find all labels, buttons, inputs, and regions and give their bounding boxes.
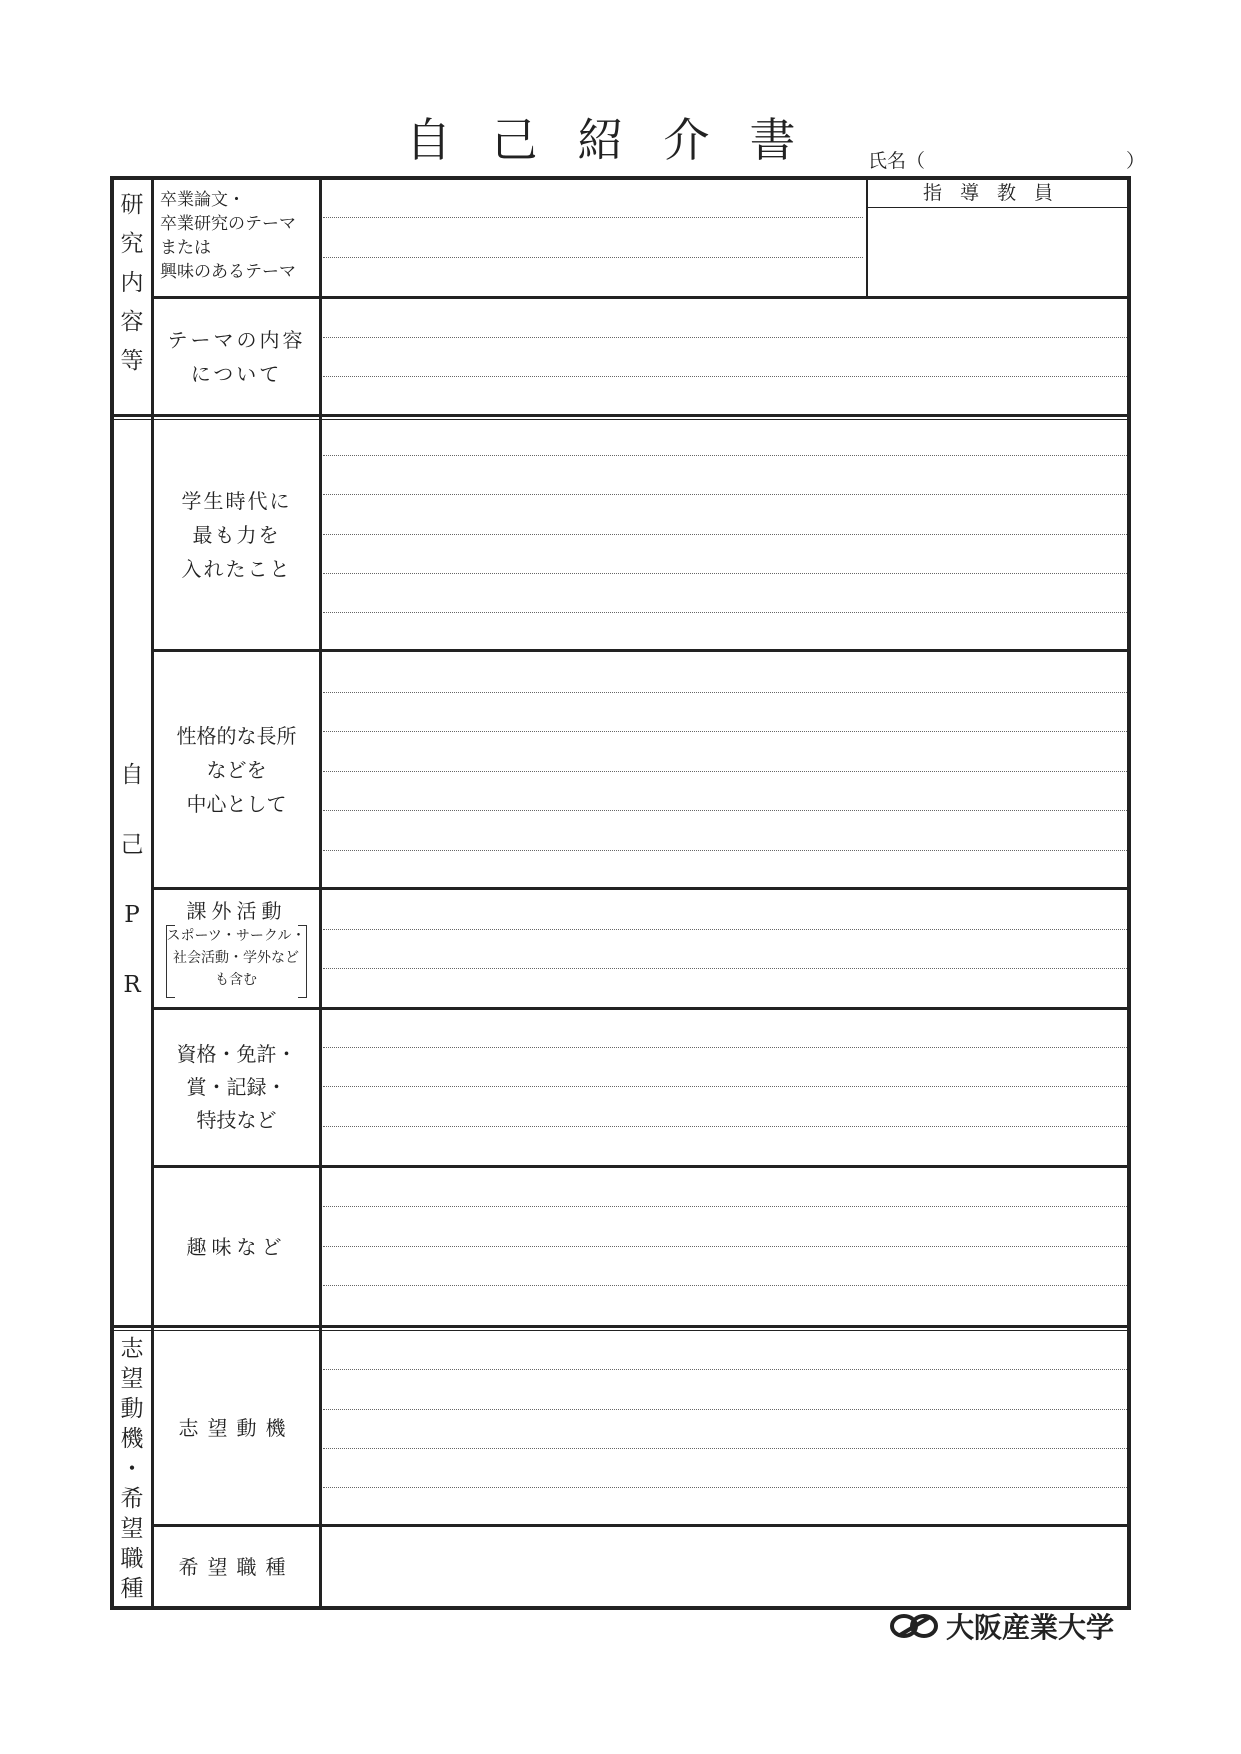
name-close-paren: ） [1126, 150, 1146, 172]
label-hobbies: 趣味など [186, 1234, 287, 1259]
writing-line[interactable] [323, 337, 1127, 338]
label-desired-job: 希望職種 [178, 1554, 295, 1579]
writing-line[interactable] [323, 850, 1127, 851]
label-extracurricular: 課外活動 [186, 899, 287, 923]
logo-text: 大阪産業大学 [946, 1611, 1115, 1644]
label-strengths: 性格的な長所 などを 中心として [176, 723, 297, 816]
name-label: 氏名（ [868, 150, 926, 172]
label-effort: 学生時代に 最も力を 入れたこと [181, 488, 292, 581]
advisor-field[interactable] [870, 210, 1125, 295]
university-emblem-icon [888, 1611, 942, 1641]
writing-line[interactable] [323, 1369, 1127, 1370]
writing-line[interactable] [323, 1285, 1127, 1286]
writing-line[interactable] [323, 455, 1127, 456]
label-qualifications: 資格・免許・ 賞・記録・ 特技など [176, 1042, 297, 1132]
page-title: 自己紹介書 [405, 113, 836, 167]
writing-line[interactable] [323, 1487, 1127, 1488]
label-motivation: 志望動機 [178, 1415, 295, 1440]
writing-line[interactable] [323, 494, 1127, 495]
writing-line[interactable] [323, 1206, 1127, 1207]
extracurricular-note: スポーツ・サークル・ 社会活動・学外など も含む [166, 928, 306, 988]
university-logo [888, 1606, 1114, 1646]
writing-line[interactable] [323, 257, 863, 258]
category-self-pr: 自 己 P R [120, 762, 144, 998]
writing-line[interactable] [323, 612, 1127, 613]
writing-line[interactable] [323, 810, 1127, 811]
label-theme-content: テーマの内容 について [167, 327, 306, 386]
writing-line[interactable] [323, 968, 1127, 969]
writing-line[interactable] [323, 573, 1127, 574]
writing-line[interactable] [323, 1448, 1127, 1449]
writing-line[interactable] [323, 217, 863, 218]
writing-line[interactable] [323, 1086, 1127, 1087]
writing-line[interactable] [323, 731, 1127, 732]
writing-line[interactable] [323, 376, 1127, 377]
section-divider-2 [110, 1325, 1131, 1328]
writing-line[interactable] [323, 1409, 1127, 1410]
advisor-label: 指導教員 [922, 182, 1071, 204]
row-divider-strengths [151, 887, 1131, 890]
writing-line[interactable] [323, 692, 1127, 693]
frame-right [1127, 176, 1131, 1610]
label-research-theme: 卒業論文・ 卒業研究のテーマ または 興味のあるテーマ [160, 190, 296, 282]
writing-line[interactable] [323, 1126, 1127, 1127]
writing-line[interactable] [323, 771, 1127, 772]
section-divider-1 [110, 414, 1131, 417]
writing-line[interactable] [323, 534, 1127, 535]
writing-line[interactable] [323, 929, 1127, 930]
advisor-header-line [868, 207, 1127, 208]
writing-line[interactable] [323, 1047, 1127, 1048]
category-research: 研 究 内 容 等 [120, 192, 144, 375]
writing-line[interactable] [323, 1246, 1127, 1247]
label-divider [319, 176, 322, 1610]
category-motivation: 志 望 動 機 ・ 希 望 職 種 [120, 1336, 144, 1602]
